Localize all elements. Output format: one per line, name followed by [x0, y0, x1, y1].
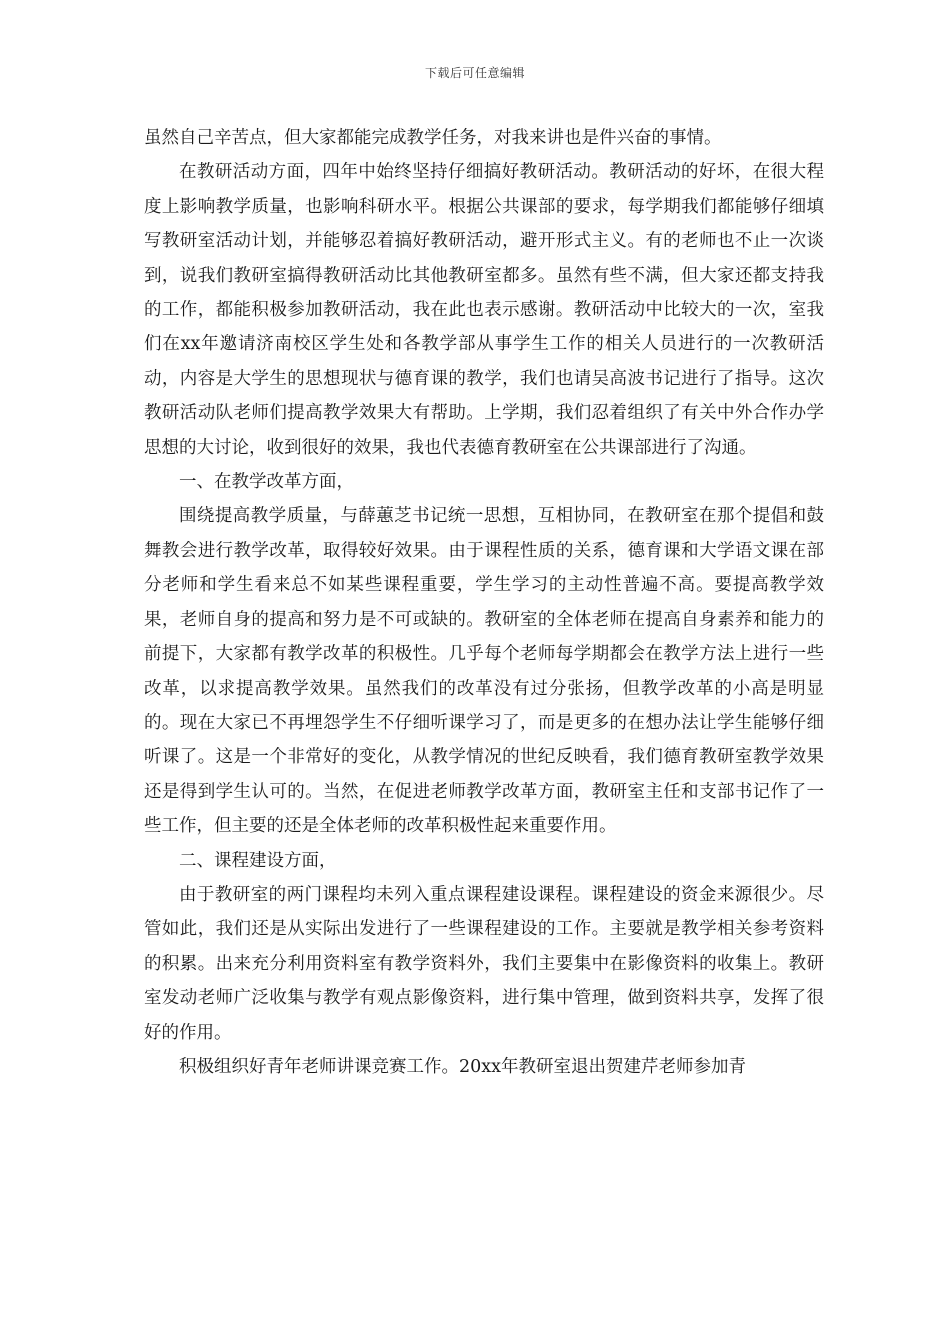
section-heading-teaching-reform: 一、在教学改革方面，	[179, 472, 354, 493]
document-body	[144, 121, 824, 1084]
section-heading-course-construction: 二、课程建设方面，	[179, 850, 337, 871]
paragraph-teaching-reform: 围绕提高教学质量，与薛蕙芝书记统一思想，互相协同，在教研室在那个提倡和鼓舞教会进行教学改革，取得较好效果。由于课程性质的关系，德育课和大学语文课在部分老师和学生看来总不如某些课程重要，学生学习的主动性普遍不高。要提高教学效果，老师自身的提高和努力是不可或缺的。教研室的全体老师在提高自身素养和能力的前提下，大家都有教学改革的积极性。几乎每个老师每学期都会在教学方法上进行一些改革，以求提高教学效果。虽然我们的改革没有过分张扬，但教学改革的小高是明显的。现在大家已不再埋怨学生不仔细听课学习了，而是更多的在想办法让学生能够仔细听课了。这是一个非常好的变化，从教学情况的世纪反映看，我们德育教研室教学效果还是得到学生认可的。当然，在促进老师教学改革方面，教研室主任和支部书记作了一些工作，但主要的还是全体老师的改革积极性起来重要作用。	[144, 506, 824, 837]
paragraph-course-construction: 由于教研室的两门课程均未列入重点课程建设课程。课程建设的资金来源很少。尽管如此，我们还是从实际出发进行了一些课程建设的工作。主要就是教学相关参考资料的积累。出来充分利用资料室有教学资料外，我们主要集中在影像资料的收集上。教研室发动老师广泛收集与教学有观点影像资料，进行集中管理，做到资料共享，发挥了很好的作用。	[144, 884, 824, 1043]
page-header: 下载后可任意编辑	[424, 66, 525, 80]
paragraph-young-teacher-contest: 积极组织好青年老师讲课竞赛工作。20xx年教研室退出贺建芹老师参加青	[179, 1056, 747, 1077]
paragraph-continuation: 虽然自己辛苦点，但大家都能完成教学任务，对我来讲也是件兴奋的事情。	[144, 128, 722, 148]
paragraph-research-activities: 在教研活动方面，四年中始终坚持仔细搞好教研活动。教研活动的好坏，在很大程度上影响教学质量，也影响科研水平。根据公共课部的要求，每学期我们都能够仔细填写教研室活动计划，并能够忍着搞好教研活动，避开形式主义。有的老师也不止一次谈到，说我们教研室搞得教研活动比其他教研室都多。虽然有些不满，但大家还都支持我的工作，都能积极参加教研活动，我在此也表示感谢。教研活动中比较大的一次，室我们在xx年邀请济南校区学生处和各教学部从事学生工作的相关人员进行的一次教研活动，内容是大学生的思想现状与德育课的教学，我们也请吴高波书记进行了指导。这次教研活动队老师们提高教学效果大有帮助。上学期，我们忍着组织了有关中外合作办学思想的大讨论，收到很好的效果，我也代表德育教研室在公共课部进行了沟通。	[144, 162, 824, 458]
